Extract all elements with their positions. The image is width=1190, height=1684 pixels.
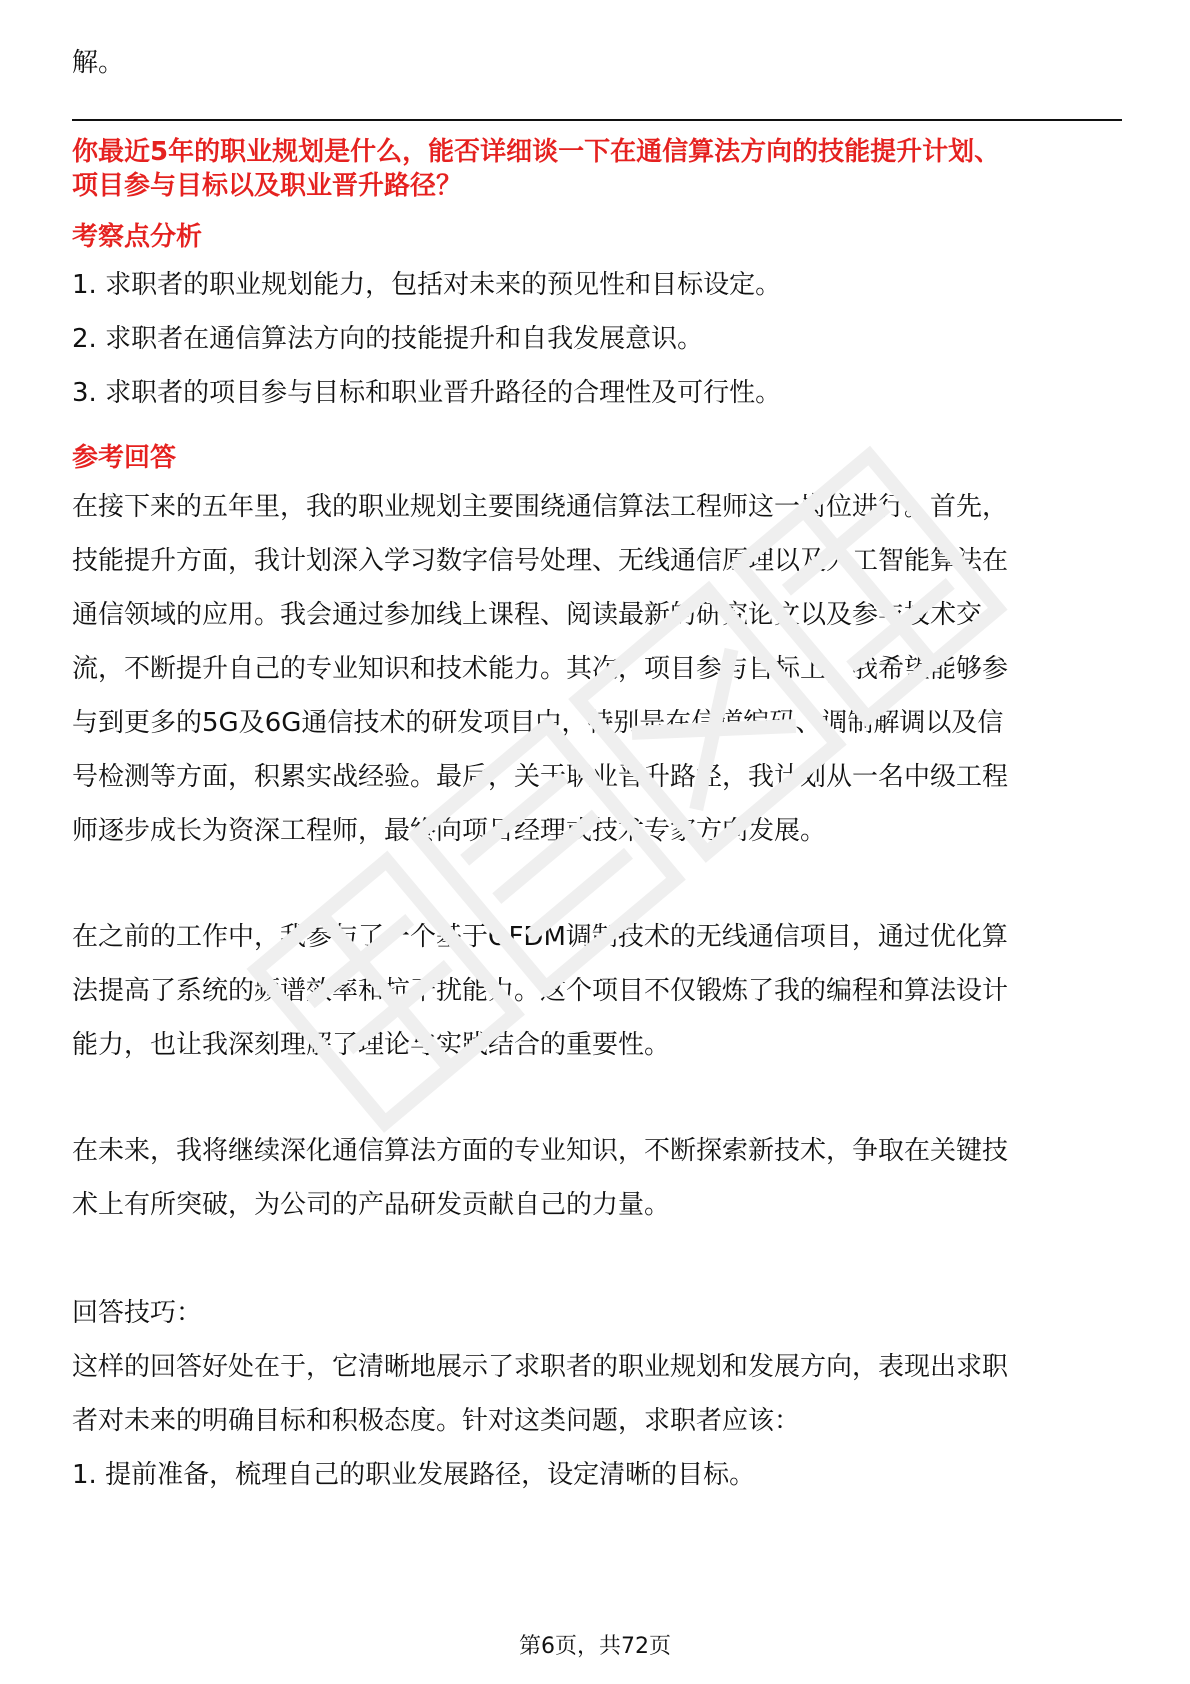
document-page [72,0,1122,1684]
answer-paragraph-1-line: 与到更多的5G及6G通信技术的研发项目中，特别是在信道编码、调制解调以及信 [72,708,1004,738]
analysis-item: 3. 求职者的项目参与目标和职业晋升路径的合理性及可行性。 [72,378,782,408]
tips-item: 1. 提前准备，梳理自己的职业发展路径，设定清晰的目标。 [72,1460,756,1490]
answer-paragraph-1-line: 号检测等方面，积累实战经验。最后，关于职业晋升路径，我计划从一名中级工程 [72,762,1009,792]
answer-paragraph-1-line: 通信领域的应用。我会通过参加线上课程、阅读最新的研究论文以及参与技术交 [72,600,983,630]
answer-heading: 参考回答 [72,443,177,473]
tips-paragraph-line: 这样的回答好处在于，它清晰地展示了求职者的职业规划和发展方向，表现出求职 [72,1352,1009,1382]
analysis-item: 2. 求职者在通信算法方向的技能提升和自我发展意识。 [72,324,704,354]
analysis-item: 1. 求职者的职业规划能力，包括对未来的预见性和目标设定。 [72,270,782,300]
section-divider [72,119,1122,121]
page-number: 第6页，共72页 [519,1634,671,1659]
question-line-2: 项目参与目标以及职业晋升路径？ [72,171,463,201]
answer-paragraph-3-line: 在未来，我将继续深化通信算法方面的专业知识，不断探索新技术，争取在关键技 [72,1136,1009,1166]
analysis-heading: 考察点分析 [72,222,203,252]
tips-paragraph-line: 者对未来的明确目标和积极态度。针对这类问题，求职者应该： [72,1406,801,1436]
answer-paragraph-3-line: 术上有所突破，为公司的产品研发贡献自己的力量。 [72,1190,671,1220]
top-fragment: 解。 [72,48,125,78]
answer-paragraph-1-line: 师逐步成长为资深工程师，最终向项目经理或技术专家方向发展。 [72,816,827,846]
question-line-1: 你最近5年的职业规划是什么，能否详细谈一下在通信算法方向的技能提升计划、 [72,137,1001,167]
answer-paragraph-2-line: 法提高了系统的频谱效率和抗干扰能力。这个项目不仅锻炼了我的编程和算法设计 [72,976,1009,1006]
answer-paragraph-2-line: 在之前的工作中，我参与了一个基于OFDM调制技术的无线通信项目，通过优化算 [72,922,1008,952]
answer-paragraph-1-line: 在接下来的五年里，我的职业规划主要围绕通信算法工程师这一岗位进行。首先， [72,492,1009,522]
answer-paragraph-2-line: 能力，也让我深刻理解了理论与实践结合的重要性。 [72,1030,671,1060]
answer-paragraph-1-line: 技能提升方面，我计划深入学习数字信号处理、无线通信原理以及人工智能算法在 [72,546,1009,576]
tips-heading: 回答技巧： [72,1298,203,1328]
answer-paragraph-1-line: 流，不断提升自己的专业知识和技术能力。其次，项目参与目标上，我希望能够参 [72,654,1009,684]
